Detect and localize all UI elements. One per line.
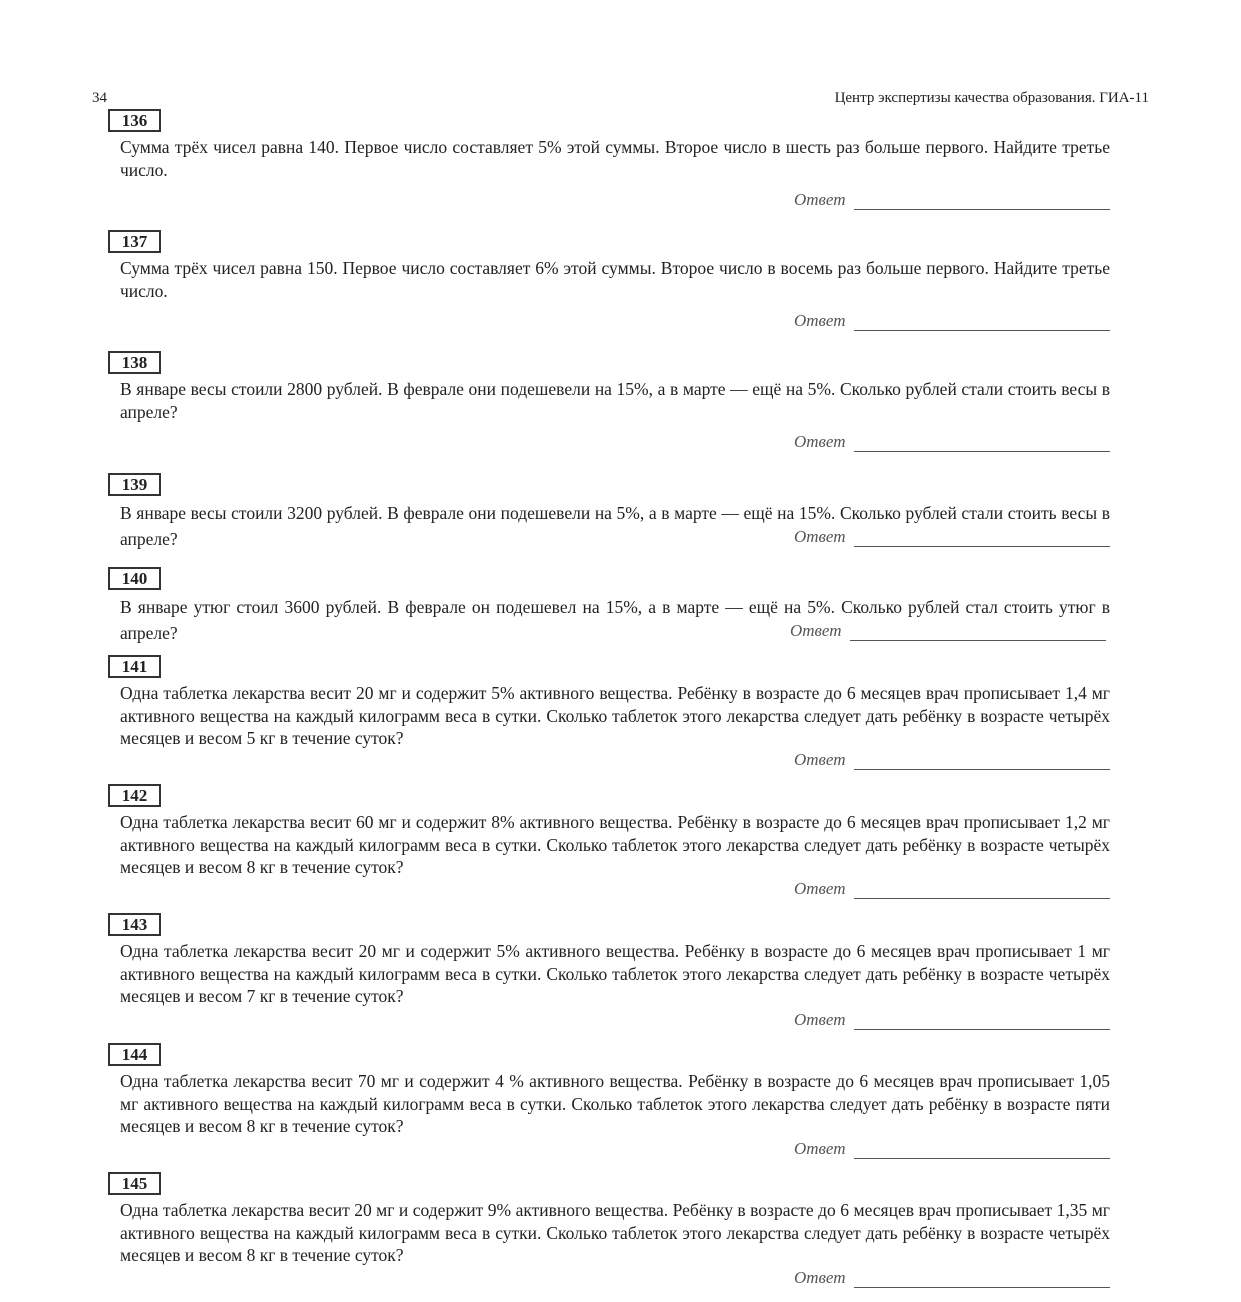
task-number: 140 <box>108 567 161 590</box>
task-138 <box>108 351 1110 453</box>
task-141 <box>108 655 1110 772</box>
task-number: 136 <box>108 109 161 132</box>
answer-field[interactable] <box>850 622 1106 641</box>
answer-line <box>794 1139 1110 1159</box>
answer-line <box>794 1268 1110 1288</box>
answer-label: Ответ <box>794 1010 846 1029</box>
task-145 <box>108 1172 1110 1289</box>
answer-field[interactable] <box>854 1011 1110 1030</box>
answer-line <box>790 621 1106 641</box>
task-text: Одна таблетка лекарства весит 60 мг и содержит 8% активного вещества. Ребёнку в возрасте до 6 месяцев врач прописывает 1,2 мг активного вещества на каждый килограмм веса в сутки. Сколько таблеток этого лекарства следует дать ребёнку в возрасте четырёх месяцев и весом 8 кг в течение суток? <box>120 812 1110 877</box>
task-text: Одна таблетка лекарства весит 20 мг и содержит 5% активного вещества. Ребёнку в возрасте до 6 месяцев врач прописывает 1 мг активного вещества на каждый килограмм веса в сутки. Сколько таблеток этого лекарства следует дать ребёнку в возрасте четырёх месяцев и весом 7 кг в течение суток? <box>120 941 1110 1006</box>
answer-field[interactable] <box>854 528 1110 547</box>
task-text: В январе весы стоили 3200 рублей. В феврале они подешевели на 5%, а в марте — ещё на 15%. Сколько рублей стали стоить весы в апреле? <box>120 503 1110 549</box>
task-number: 142 <box>108 784 161 807</box>
answer-field[interactable] <box>854 433 1110 452</box>
answer-label: Ответ <box>794 311 846 330</box>
answer-label: Ответ <box>794 879 846 898</box>
task-139 <box>108 473 1110 549</box>
task-number: 141 <box>108 655 161 678</box>
answer-field[interactable] <box>854 1269 1110 1288</box>
answer-field[interactable] <box>854 312 1110 331</box>
answer-label: Ответ <box>794 1139 846 1158</box>
answer-line <box>794 750 1110 770</box>
task-number: 139 <box>108 473 161 496</box>
answer-label: Ответ <box>794 1268 846 1287</box>
answer-field[interactable] <box>854 751 1110 770</box>
task-number: 138 <box>108 351 161 374</box>
answer-label: Ответ <box>790 621 842 640</box>
answer-field[interactable] <box>854 880 1110 899</box>
task-number: 143 <box>108 913 161 936</box>
answer-line <box>794 1010 1110 1030</box>
task-number: 144 <box>108 1043 161 1066</box>
running-header: Центр экспертизы качества образования. ГИА-11 <box>834 90 1149 106</box>
answer-line <box>794 311 1110 331</box>
task-143 <box>108 913 1110 1030</box>
answer-line <box>794 190 1110 210</box>
task-136 <box>108 109 1110 211</box>
task-142 <box>108 784 1110 901</box>
task-text: В январе весы стоили 2800 рублей. В феврале они подешевели на 15%, а в марте — ещё на 5%. Сколько рублей стали стоить весы в апреле? <box>120 379 1110 422</box>
answer-label: Ответ <box>794 527 846 546</box>
answer-label: Ответ <box>794 432 846 451</box>
answer-label: Ответ <box>794 750 846 769</box>
task-number: 137 <box>108 230 161 253</box>
task-text: Сумма трёх чисел равна 150. Первое число составляет 6% этой суммы. Второе число в восемь раз больше первого. Найдите третье число. <box>120 258 1110 301</box>
task-144 <box>108 1043 1110 1160</box>
task-text: Сумма трёх чисел равна 140. Первое число составляет 5% этой суммы. Второе число в шесть раз больше первого. Найдите третье число. <box>120 137 1110 180</box>
task-text: Одна таблетка лекарства весит 20 мг и содержит 9% активного вещества. Ребёнку в возрасте до 6 месяцев врач прописывает 1,35 мг активного вещества на каждый килограмм веса в сутки. Сколько таблеток этого лекарства следует дать ребёнку в возрасте четырёх месяцев и весом 8 кг в течение суток? <box>120 1200 1110 1265</box>
task-text: Одна таблетка лекарства весит 20 мг и содержит 5% активного вещества. Ребёнку в возрасте до 6 месяцев врач прописывает 1,4 мг активного вещества на каждый килограмм веса в сутки. Сколько таблеток этого лекарства следует дать ребёнку в возрасте четырёх месяцев и весом 5 кг в течение суток? <box>120 683 1110 748</box>
answer-line <box>794 432 1110 452</box>
task-137 <box>108 230 1110 332</box>
task-140 <box>108 567 1110 643</box>
task-number: 145 <box>108 1172 161 1195</box>
answer-line <box>794 527 1110 547</box>
page-number: 34 <box>92 90 107 106</box>
answer-field[interactable] <box>854 191 1110 210</box>
answer-line <box>794 879 1110 899</box>
answer-label: Ответ <box>794 190 846 209</box>
answer-field[interactable] <box>854 1140 1110 1159</box>
task-text: В январе утюг стоил 3600 рублей. В феврале он подешевел на 15%, а в марте — ещё на 5%. Сколько рублей стал стоить утюг в апреле? <box>120 597 1110 643</box>
task-text: Одна таблетка лекарства весит 70 мг и содержит 4 % активного вещества. Ребёнку в возрасте до 6 месяцев врач прописывает 1,05 мг активного вещества на каждый килограмм веса в сутки. Сколько таблеток этого лекарства следует дать ребёнку в возрасте пяти месяцев и весом 8 кг в течение суток? <box>120 1071 1110 1136</box>
